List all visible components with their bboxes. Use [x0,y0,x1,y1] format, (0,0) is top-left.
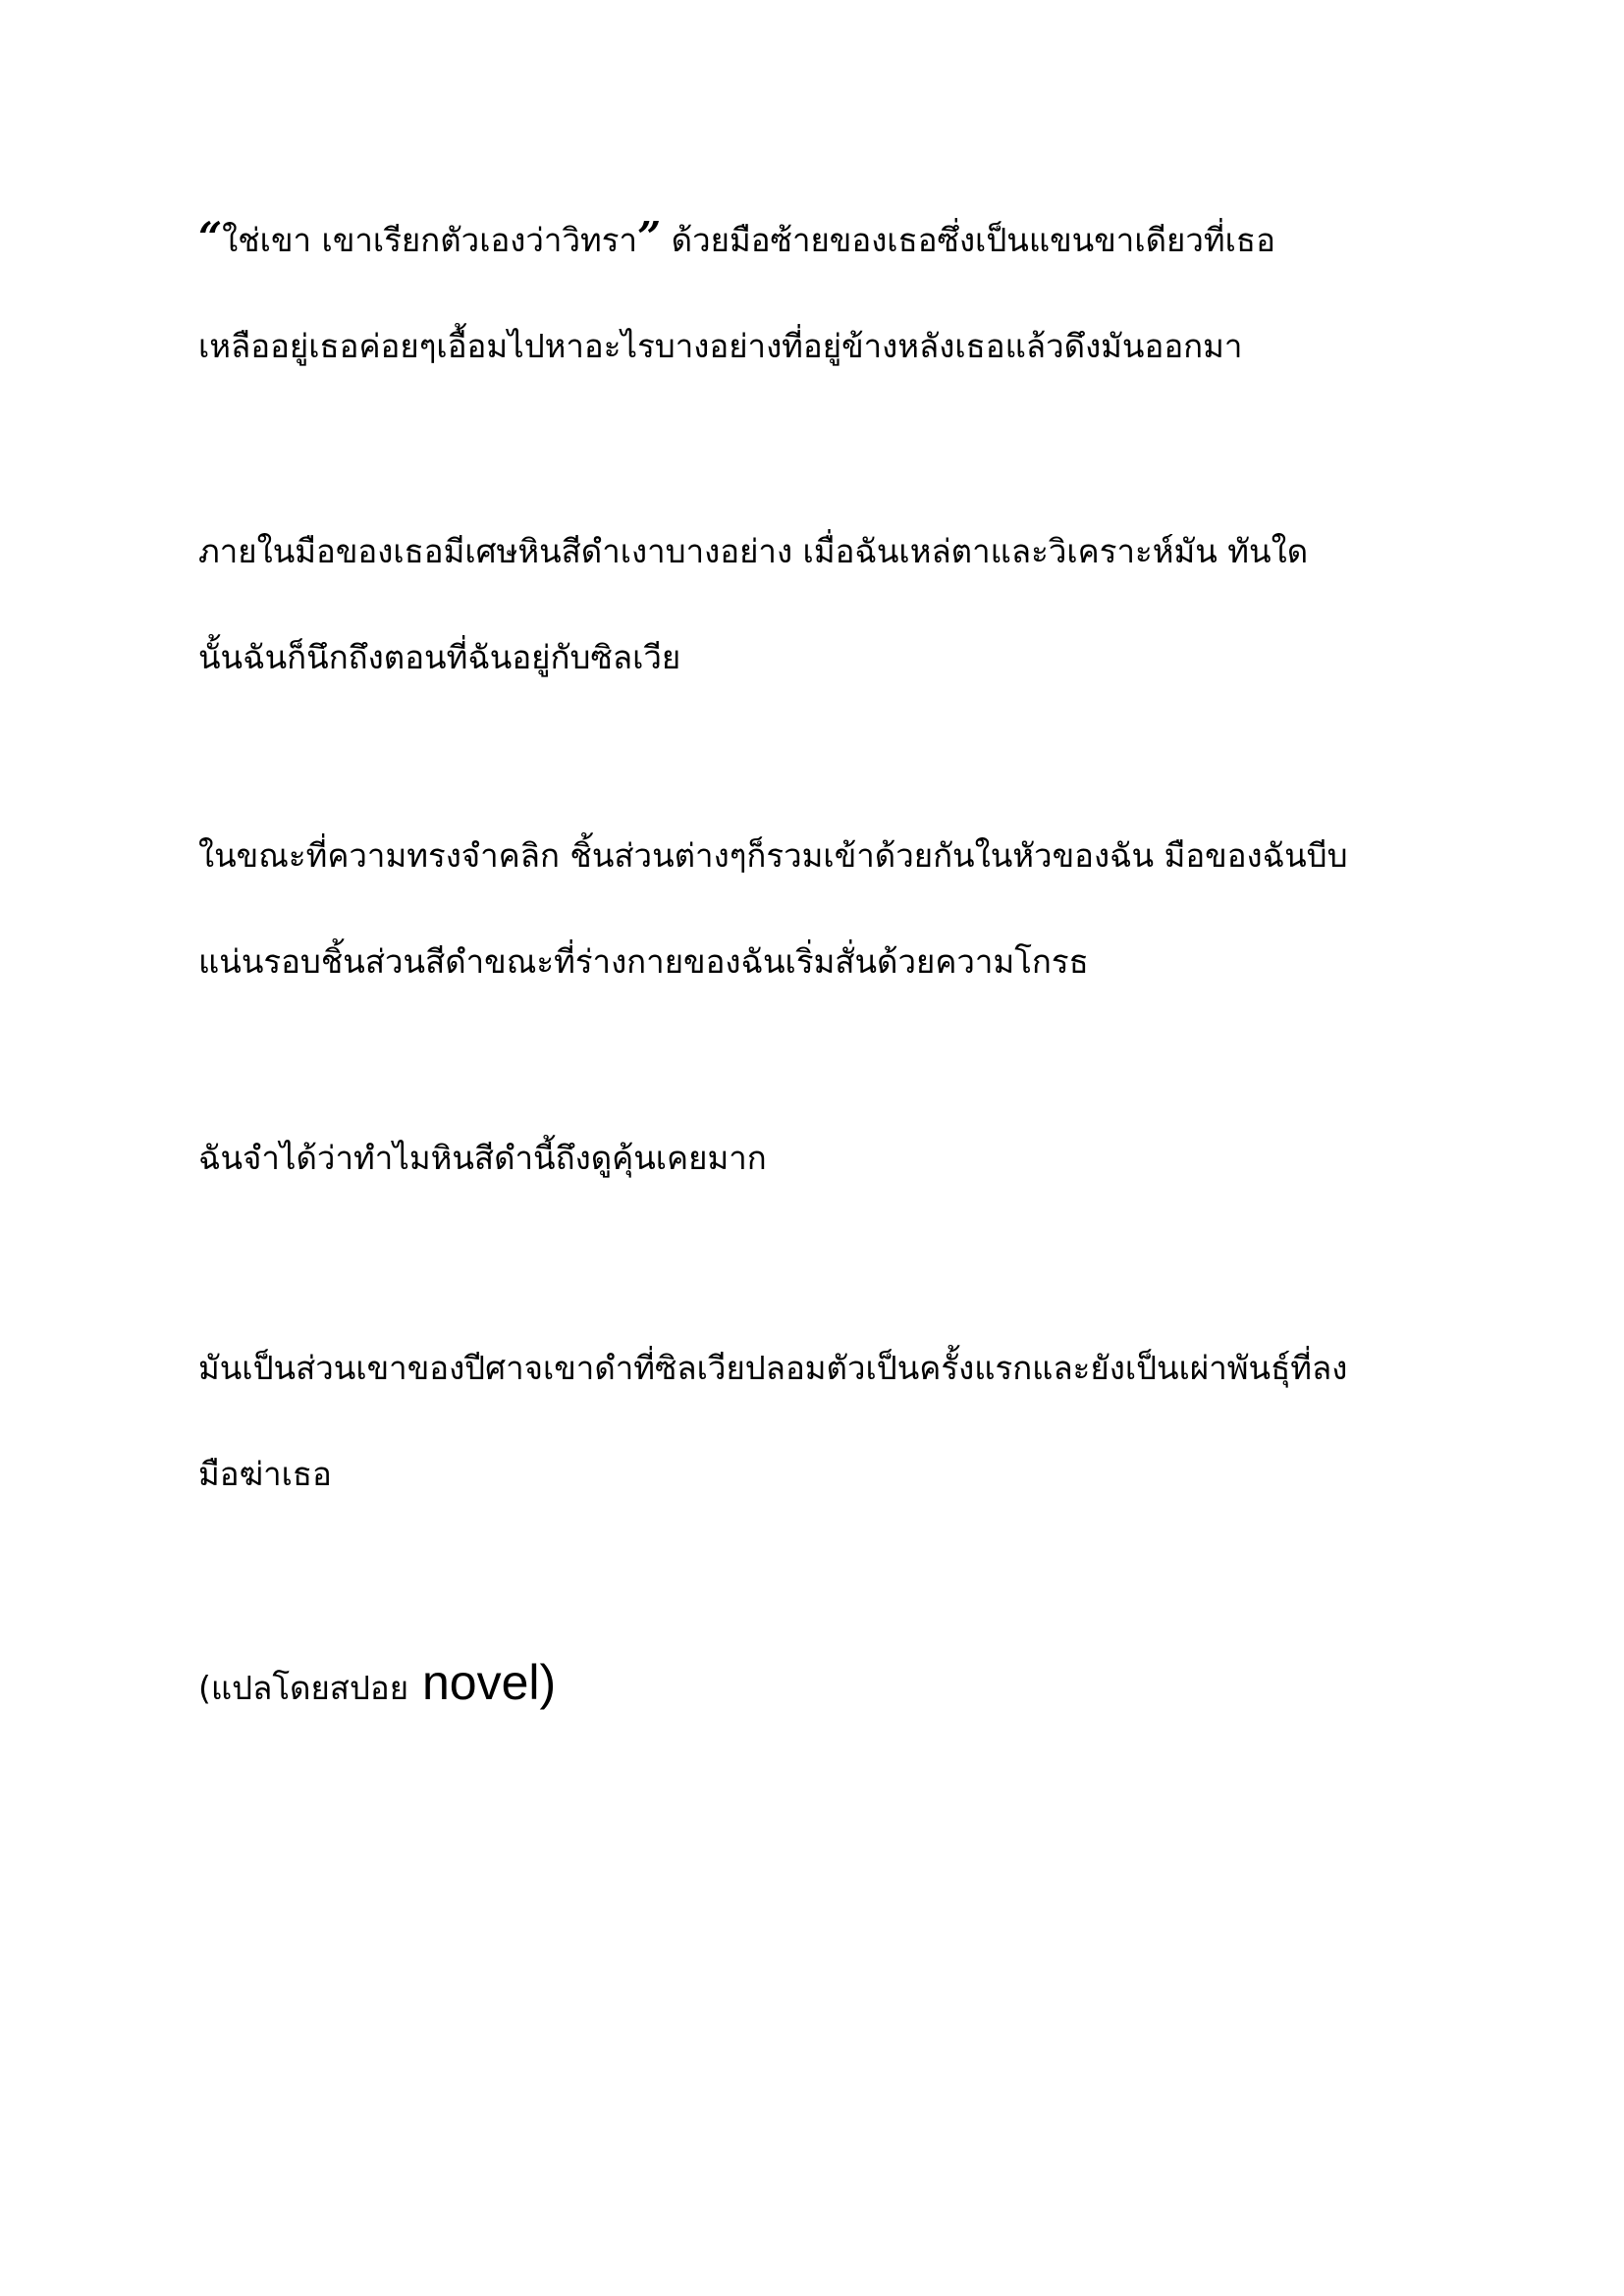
paragraph-1 [198,185,1475,400]
paragraph-3-line-2: แน่นรอบชิ้นส่วนสีดำขณะที่ร่างกายของฉันเริ่มสั่นด้วยความโกรธ [198,942,1089,981]
open-quote: “ [198,213,223,261]
paragraph-2 [198,499,1475,711]
paragraph-5 [198,1315,1475,1527]
translator-credit-novel: novel) [408,1655,557,1710]
paragraph-5-line-2: มือฆ่าเธอ [198,1455,332,1493]
paragraph-1-line-1 [198,185,1475,294]
paragraph-1-line-1-rest: ด้วยมือซ้ายของเธอซึ่งเป็นแขนขาเดียวที่เธอ [661,221,1275,259]
translator-credit [198,1629,1475,1741]
paragraph-4 [198,1105,1475,1211]
paragraph-3-line-1: ในขณะที่ความทรงจำคลิก ชิ้นส่วนต่างๆก็รวมเข้าด้วยกันในหัวของฉัน มือของฉันบีบ [198,836,1348,875]
close-quote: ” [637,213,662,261]
paragraph-3 [198,803,1475,1015]
paragraph-4-line-1: ฉันจำได้ว่าทำไมหินสีดำนี้ถึงดูคุ้นเคยมาก [198,1139,767,1177]
paragraph-1-line-2: เหลืออยู่เธอค่อยๆเอื้อมไปหาอะไรบางอย่างที่อยู่ข้างหลังเธอแล้วดึงมันออกมา [198,327,1243,365]
quoted-text: ใช่เขา เขาเรียกตัวเองว่าวิทรา [222,221,638,259]
translator-credit-thai: (แปลโดยสปอย [198,1669,409,1707]
paragraph-2-line-1: ภายในมือของเธอมีเศษหินสีดำเงาบางอย่าง เมื่อฉันเหล่ตาและวิเคราะห์มัน ทันใด [198,532,1309,570]
translator-credit-line [198,1629,1475,1741]
paragraph-2-line-2: นั้นฉันก็นึกถึงตอนที่ฉันอยู่กับซิลเวีย [198,638,681,676]
paragraph-5-line-1: มันเป็นส่วนเขาของปีศาจเขาดำที่ซิลเวียปลอมตัวเป็นครั้งแรกและยังเป็นเผ่าพันธุ์ที่ลง [198,1349,1348,1387]
